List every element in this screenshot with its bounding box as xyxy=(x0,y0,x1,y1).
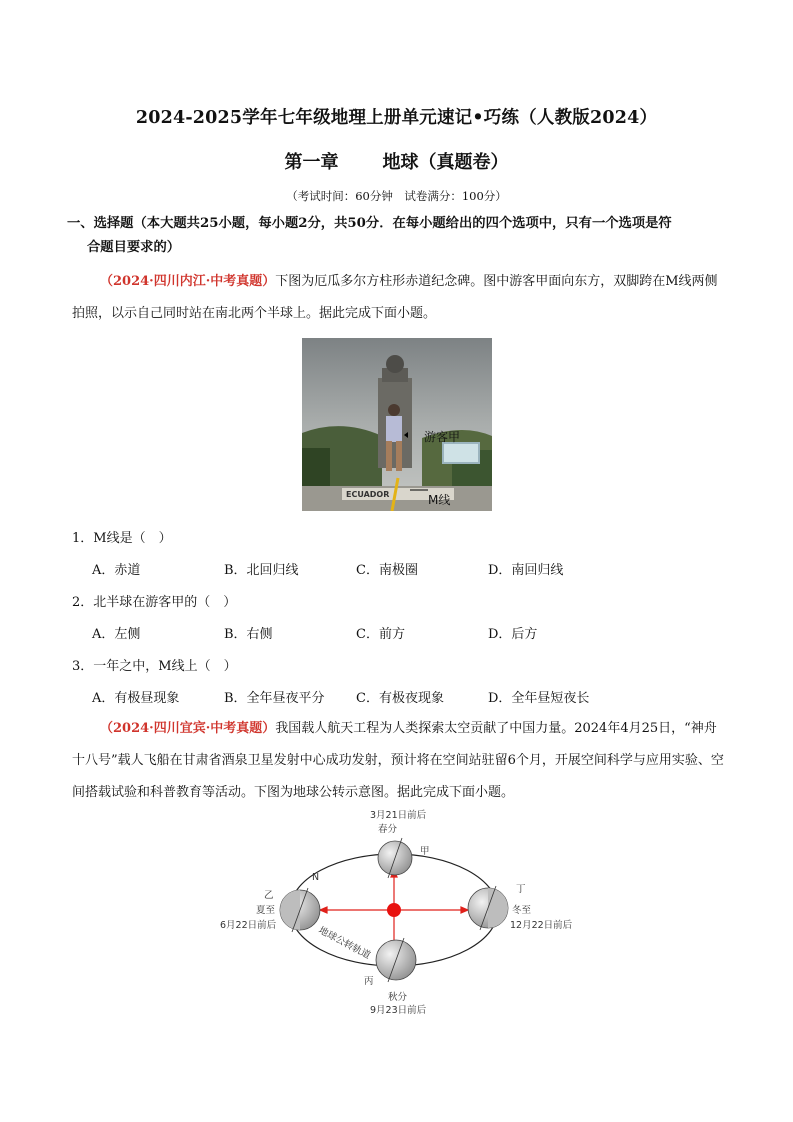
date-winter-solstice: 12月22日前后 xyxy=(510,920,573,931)
option: A．赤道 xyxy=(92,563,141,578)
term-spring-equinox: 春分 xyxy=(378,824,398,835)
photo-label-m-line: M线 xyxy=(428,493,451,507)
chapter-name: 地球（真题卷） xyxy=(382,152,509,173)
exam-info: （考试时间：60分钟 试卷满分：100分） xyxy=(286,189,507,203)
passage-1-source: （2024·四川内江·中考真题） xyxy=(100,274,276,289)
section-heading xyxy=(67,212,677,260)
earth-bottom-icon xyxy=(376,938,416,982)
passage-2-text: 我国载人航天工程为人类探索太空贡献了中国力量。2024年4月25日，“神舟十八号”载人飞船在甘肃省酒泉卫星发射中心成功发射，预计将在空间站驻留6个月，开展空间科学与应用实验、空间搭载试验和科普教育等活动。下图为地球公转示意图。据此完成下面小题。 xyxy=(72,721,724,800)
option: B．全年昼夜平分 xyxy=(224,691,325,706)
question-2-options xyxy=(92,623,620,642)
earth-revolution-diagram xyxy=(220,804,580,1020)
section-heading-line1: 一、选择题（本大题共25小题，每小题2分，共50分．在每小题给出的四个选项中，只有一个选项是符 xyxy=(67,216,672,231)
question-2-stem: 2．北半球在游客甲的（ ） xyxy=(72,595,237,610)
term-winter-solstice: 冬至 xyxy=(512,905,532,916)
option: A．有极昼现象 xyxy=(92,691,180,706)
option: B．北回归线 xyxy=(224,563,299,578)
question-3-options xyxy=(92,687,620,706)
chapter-number: 第一章 xyxy=(284,152,339,173)
option: B．右侧 xyxy=(224,627,273,642)
option: D．全年昼短夜长 xyxy=(488,691,590,706)
chapter-heading xyxy=(0,148,793,174)
document-title: 2024-2025学年七年级地理上册单元速记•巧练（人教版2024） xyxy=(135,108,658,128)
passage-2-source: （2024·四川宜宾·中考真题） xyxy=(100,721,276,736)
date-autumn-equinox: 9月23日前后 xyxy=(370,1005,427,1016)
letter-ding: 丁 xyxy=(516,884,526,895)
sun-icon xyxy=(387,903,401,917)
earth-left-icon xyxy=(280,888,320,932)
letter-yi: 乙 xyxy=(264,890,274,901)
option: A．左侧 xyxy=(92,627,141,642)
date-spring-equinox: 3月21日前后 xyxy=(370,810,427,821)
question-3-stem: 3．一年之中，M线上（ ） xyxy=(72,659,237,674)
section-heading-line2: 合题目要求的） xyxy=(87,240,181,255)
earth-top-icon xyxy=(378,838,412,878)
term-summer-solstice: 夏至 xyxy=(256,905,276,916)
letter-bing: 丙 xyxy=(364,976,374,987)
option: D．后方 xyxy=(488,627,538,642)
date-summer-solstice: 6月22日前后 xyxy=(220,920,277,931)
passage-1 xyxy=(72,266,722,330)
photo-sign-text: ECUADOR xyxy=(346,490,390,499)
passage-1-text: 下图为厄瓜多尔方柱形赤道纪念碑。图中游客甲面向东方，双脚跨在M线两侧拍照，以示自己同时站在南北两个半球上。据此完成下面小题。 xyxy=(72,274,718,321)
term-autumn-equinox: 秋分 xyxy=(388,992,408,1003)
passage-2 xyxy=(72,713,724,809)
option: C．前方 xyxy=(356,627,405,642)
question-1-options xyxy=(92,559,620,578)
axis-letter: N xyxy=(312,872,320,883)
photo-label-tourist: 游客甲 xyxy=(424,430,461,444)
letter-jia: 甲 xyxy=(420,846,430,857)
option: C．南极圈 xyxy=(356,563,418,578)
option: C．有极夜现象 xyxy=(356,691,444,706)
orbit-label: 地球公转轨道 xyxy=(316,924,373,962)
earth-right-icon xyxy=(468,886,508,930)
equator-monument-photo xyxy=(302,338,492,511)
option: D．南回归线 xyxy=(488,563,564,578)
question-1-stem: 1．M线是（ ） xyxy=(72,531,172,546)
